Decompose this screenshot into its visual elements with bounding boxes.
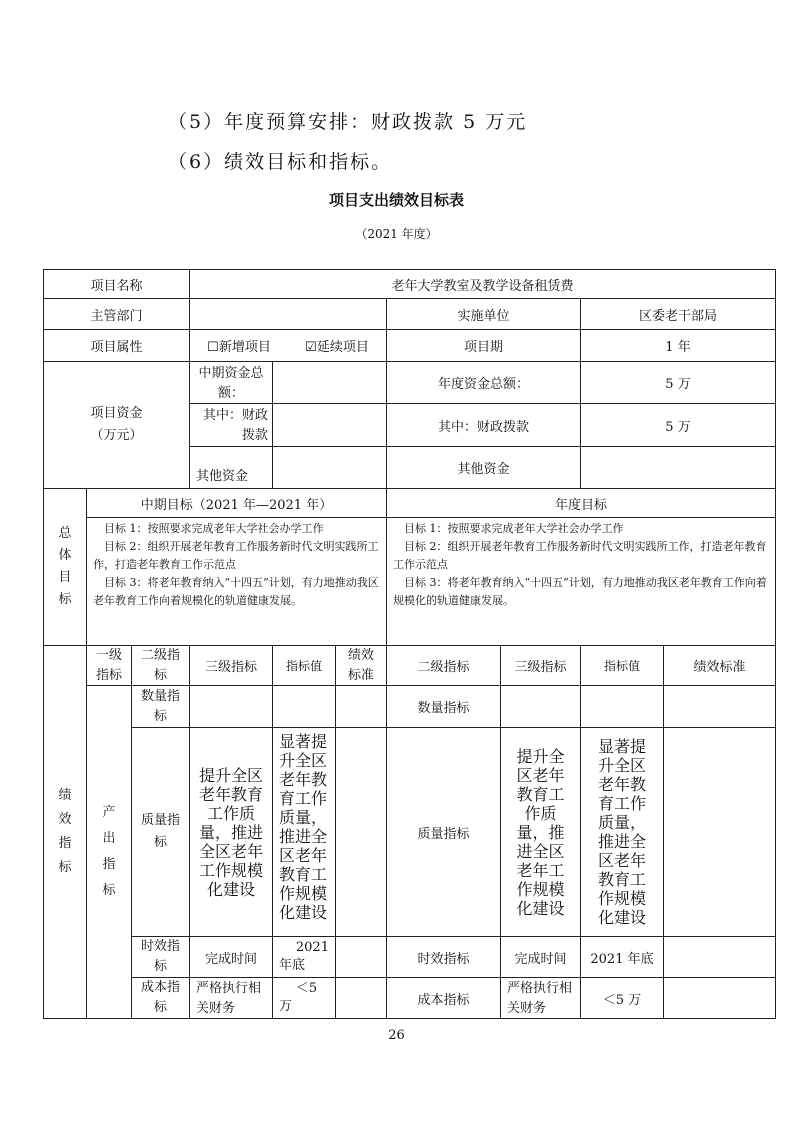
goals-section-text: 总体目标 — [58, 526, 72, 607]
annual-goal-3: 目标 3：将老年教育纳入“十四五”计划，有力地推动我区老年教育工作向着规模化的轨道健康发展。 — [393, 576, 767, 607]
annual-cost-l3: 严格执行相关财务 — [500, 977, 581, 1019]
cost-standard — [335, 977, 387, 1019]
annual-other-value — [580, 446, 776, 489]
name-label: 项目名称 — [43, 269, 190, 299]
mid-fin-label: 其中：财政拨款 — [189, 403, 273, 447]
annual-cost-standard — [663, 977, 776, 1019]
cost-value: ＜5 万 — [272, 977, 336, 1019]
annual-timeliness-l3: 完成时间 — [500, 936, 581, 978]
annual-quantity-label: 数量指标 — [386, 685, 501, 728]
annual-cost-label: 成本指标 — [386, 977, 501, 1019]
budget-line: （5）年度预算安排：财政拨款 5 万元 — [168, 111, 528, 133]
new-project-checkbox: ☐新增项目 — [207, 340, 271, 355]
annual-quantity-l3 — [500, 685, 581, 728]
timeliness-label: 时效指标 — [131, 936, 190, 978]
attr-label: 项目属性 — [43, 329, 190, 362]
dept-label: 主管部门 — [43, 298, 190, 330]
header-level1: 一级指标 — [86, 645, 132, 686]
timeliness-value: 2021 年底 — [272, 936, 336, 978]
header-standard: 绩效标准 — [335, 645, 387, 686]
annual-total-value: 5 万 — [580, 361, 776, 404]
mid-goal-content — [86, 517, 387, 646]
header-annual-value: 指标值 — [580, 645, 664, 686]
header-level3: 三级指标 — [189, 645, 273, 686]
annual-goal-header: 年度目标 — [386, 488, 776, 518]
header-level2: 二级指标 — [131, 645, 190, 686]
impl-value: 区委老干部局 — [580, 298, 776, 330]
indicators-section-label — [43, 645, 87, 1019]
mid-other-value — [272, 446, 387, 489]
dept-value — [189, 298, 387, 330]
goals-section-label — [43, 488, 87, 646]
quality-label: 质量指标 — [131, 727, 190, 937]
goals-line: （6）绩效目标和指标。 — [168, 151, 393, 173]
header-value: 指标值 — [272, 645, 336, 686]
continued-project-checkbox: ☑延续项目 — [305, 340, 369, 355]
name-value: 老年大学教室及教学设备租赁费 — [189, 269, 776, 299]
quality-value: 显著提升全区老年教育工作质量，推进全区老年教育工作规模化建设 — [272, 727, 336, 937]
attr-options — [189, 329, 387, 362]
annual-fin-label: 其中：财政拨款 — [386, 403, 581, 447]
impl-label: 实施单位 — [386, 298, 581, 330]
indicators-section-text: 绩效指标 — [58, 788, 72, 875]
timeliness-standard — [335, 936, 387, 978]
annual-quantity-standard — [663, 685, 776, 728]
annual-goal-content — [386, 517, 776, 646]
period-value: 1 年 — [580, 329, 776, 362]
annual-timeliness-value: 2021 年底 — [580, 936, 664, 978]
annual-timeliness-standard — [663, 936, 776, 978]
mid-goal-3: 目标 3：将老年教育纳入“十四五”计划，有力地推动我区老年教育工作向着规模化的轨道健康发展。 — [93, 576, 379, 607]
period-label: 项目期 — [386, 329, 581, 362]
header-annual-level2: 二级指标 — [386, 645, 501, 686]
cost-l3: 严格执行相关财务 — [189, 977, 273, 1019]
mid-total-value — [272, 361, 387, 404]
mid-goal-1: 目标 1：按照要求完成老年大学社会办学工作 — [104, 522, 324, 535]
mid-fin-value — [272, 403, 387, 447]
output-indicator-text: 产出指标 — [102, 805, 116, 898]
funds-label — [43, 361, 190, 489]
mid-goal-header: 中期目标（2021 年—2021 年） — [86, 488, 387, 518]
quantity-l3 — [189, 685, 273, 728]
annual-quality-l3: 提升全区老年教育工作质量，推进全区老年工作规模化建设 — [500, 727, 581, 937]
mid-goal-2: 目标 2：组织开展老年教育工作服务新时代文明实践所工作，打造老年教育工作示范点 — [93, 540, 379, 571]
quantity-standard — [335, 685, 387, 728]
page-number: 26 — [388, 1028, 405, 1043]
annual-quality-standard — [663, 727, 776, 937]
quality-l3: 提升全区老年教育工作质量，推进全区老年工作规模化建设 — [189, 727, 273, 937]
annual-goal-1: 目标 1：按照要求完成老年大学社会办学工作 — [404, 522, 624, 535]
table-title: 项目支出绩效目标表 — [328, 191, 464, 209]
annual-fin-value: 5 万 — [580, 403, 776, 447]
annual-goal-2: 目标 2：组织开展老年教育工作服务新时代文明实践所工作，打造老年教育工作示范点 — [393, 540, 767, 571]
annual-other-label: 其他资金 — [386, 446, 581, 489]
quantity-label: 数量指标 — [131, 685, 190, 728]
timeliness-l3: 完成时间 — [189, 936, 273, 978]
annual-total-label: 年度资金总额： — [386, 361, 581, 404]
quantity-value — [272, 685, 336, 728]
annual-quality-label: 质量指标 — [386, 727, 501, 937]
annual-cost-value: ＜5 万 — [580, 977, 664, 1019]
annual-timeliness-label: 时效指标 — [386, 936, 501, 978]
quality-standard — [335, 727, 387, 937]
cost-label: 成本指标 — [131, 977, 190, 1019]
annual-quantity-value — [580, 685, 664, 728]
annual-quality-value: 显著提升全区老年教育工作质量，推进全区老年教育工作规模化建设 — [580, 727, 664, 937]
funds-label-text: 项目资金（万元） — [90, 406, 143, 443]
mid-other-label: 其他资金 — [189, 446, 273, 489]
output-indicator-label — [86, 685, 132, 1019]
mid-total-label: 中期资金总额： — [189, 361, 273, 404]
header-annual-standard: 绩效标准 — [663, 645, 776, 686]
table-year: （2021 年度） — [355, 227, 438, 241]
header-annual-level3: 三级指标 — [500, 645, 581, 686]
